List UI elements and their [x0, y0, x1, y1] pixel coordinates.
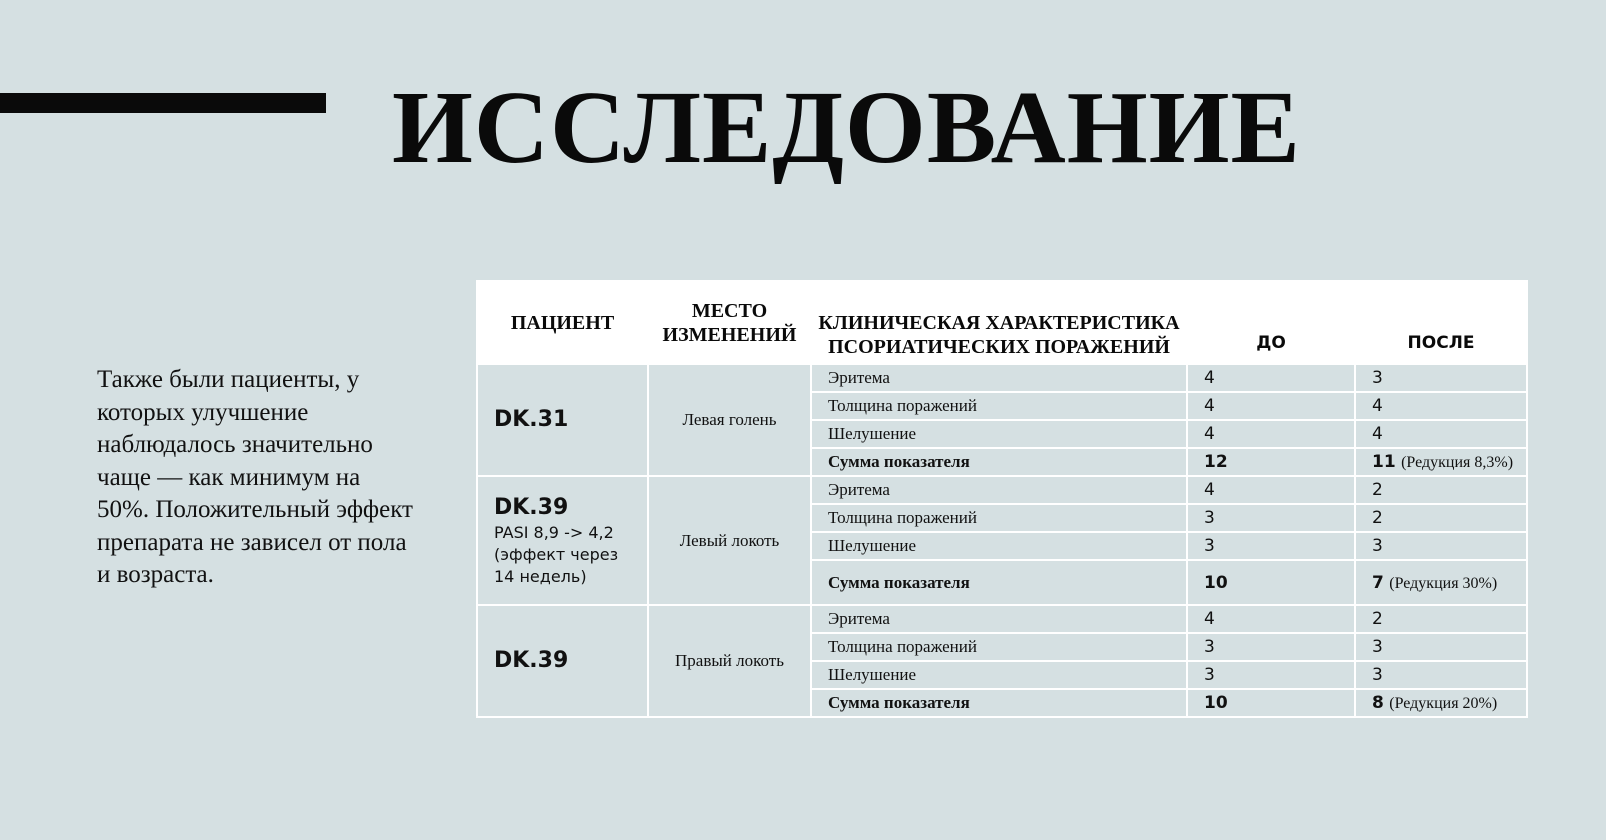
before-cell: 3: [1187, 532, 1355, 560]
after-cell: 4: [1355, 392, 1527, 420]
after-cell: 2: [1355, 504, 1527, 532]
metric-cell: Толщина поражений: [811, 504, 1187, 532]
metric-cell: Эритема: [811, 476, 1187, 504]
before-cell: 4: [1187, 420, 1355, 448]
before-cell: 4: [1187, 392, 1355, 420]
after-cell: 3: [1355, 532, 1527, 560]
patient-id: DK.39: [494, 648, 569, 673]
metric-cell: Шелушение: [811, 420, 1187, 448]
header-place: МЕСТО ИЗМЕНЕНИЙ: [648, 281, 811, 364]
place-cell: Правый локоть: [648, 605, 811, 717]
header-characteristic: КЛИНИЧЕСКАЯ ХАРАКТЕРИСТИКА ПСОРИАТИЧЕСКИХ ПОРАЖЕНИЙ: [811, 281, 1187, 364]
reduction-note: (Редукция 20%): [1389, 695, 1498, 712]
metric-cell: Сумма показателя: [811, 560, 1187, 605]
reduction-note: (Редукция 8,3%): [1401, 454, 1514, 471]
after-cell: [1355, 560, 1527, 605]
description-text: Также были пациенты, у которых улучшение наблюдалось значительно чаще — как минимум на 50%. Положительный эффект препарата не зависел от пола и возраста.: [97, 366, 413, 588]
results-table: [476, 280, 1528, 718]
after-cell: 2: [1355, 476, 1527, 504]
before-cell: 3: [1187, 661, 1355, 689]
metric-cell: Сумма показателя: [811, 689, 1187, 717]
before-cell: [1187, 560, 1355, 605]
patient-cell: [477, 364, 648, 476]
metric-cell: Шелушение: [811, 532, 1187, 560]
sum-after-value: 8: [1372, 693, 1384, 713]
patient-cell: [477, 605, 648, 717]
metric-cell: Толщина поражений: [811, 392, 1187, 420]
metric-cell: Эритема: [811, 364, 1187, 392]
header-before: ДО: [1187, 281, 1355, 364]
after-cell: [1355, 689, 1527, 717]
metric-cell: Толщина поражений: [811, 633, 1187, 661]
sum-after-value: 11: [1372, 452, 1396, 472]
after-cell: 3: [1355, 633, 1527, 661]
metric-cell: Сумма показателя: [811, 448, 1187, 476]
before-cell: 4: [1187, 364, 1355, 392]
after-cell: 3: [1355, 364, 1527, 392]
sum-before-value: 10: [1204, 572, 1228, 593]
after-cell: 2: [1355, 605, 1527, 633]
table-header-row: [477, 281, 1527, 364]
after-cell: [1355, 448, 1527, 476]
accent-bar: [0, 93, 326, 113]
sum-before-value: 10: [1204, 693, 1228, 713]
before-cell: 3: [1187, 504, 1355, 532]
patient-note: PASI 8,9 -> 4,2 (эффект через 14 недель): [494, 522, 619, 586]
metric-cell: Шелушение: [811, 661, 1187, 689]
metric-cell: Эритема: [811, 605, 1187, 633]
header-patient: ПАЦИЕНТ: [477, 281, 648, 364]
after-cell: 3: [1355, 661, 1527, 689]
table-row: [477, 364, 1527, 392]
table-row: [477, 476, 1527, 504]
before-cell: [1187, 448, 1355, 476]
before-cell: 4: [1187, 476, 1355, 504]
before-cell: [1187, 689, 1355, 717]
place-cell: Левый локоть: [648, 476, 811, 605]
after-cell: 4: [1355, 420, 1527, 448]
patient-id: DK.31: [494, 407, 569, 432]
header-after: ПОСЛЕ: [1355, 281, 1527, 364]
patient-id: DK.39: [494, 494, 569, 520]
sum-after-value: 7: [1372, 572, 1384, 593]
sum-before-value: 12: [1204, 452, 1228, 472]
before-cell: 4: [1187, 605, 1355, 633]
table-row: [477, 605, 1527, 633]
place-cell: Левая голень: [648, 364, 811, 476]
page-title: ИССЛЕДОВАНИЕ: [392, 70, 1301, 185]
reduction-note: (Редукция 30%): [1389, 574, 1498, 592]
patient-cell: [477, 476, 648, 605]
before-cell: 3: [1187, 633, 1355, 661]
